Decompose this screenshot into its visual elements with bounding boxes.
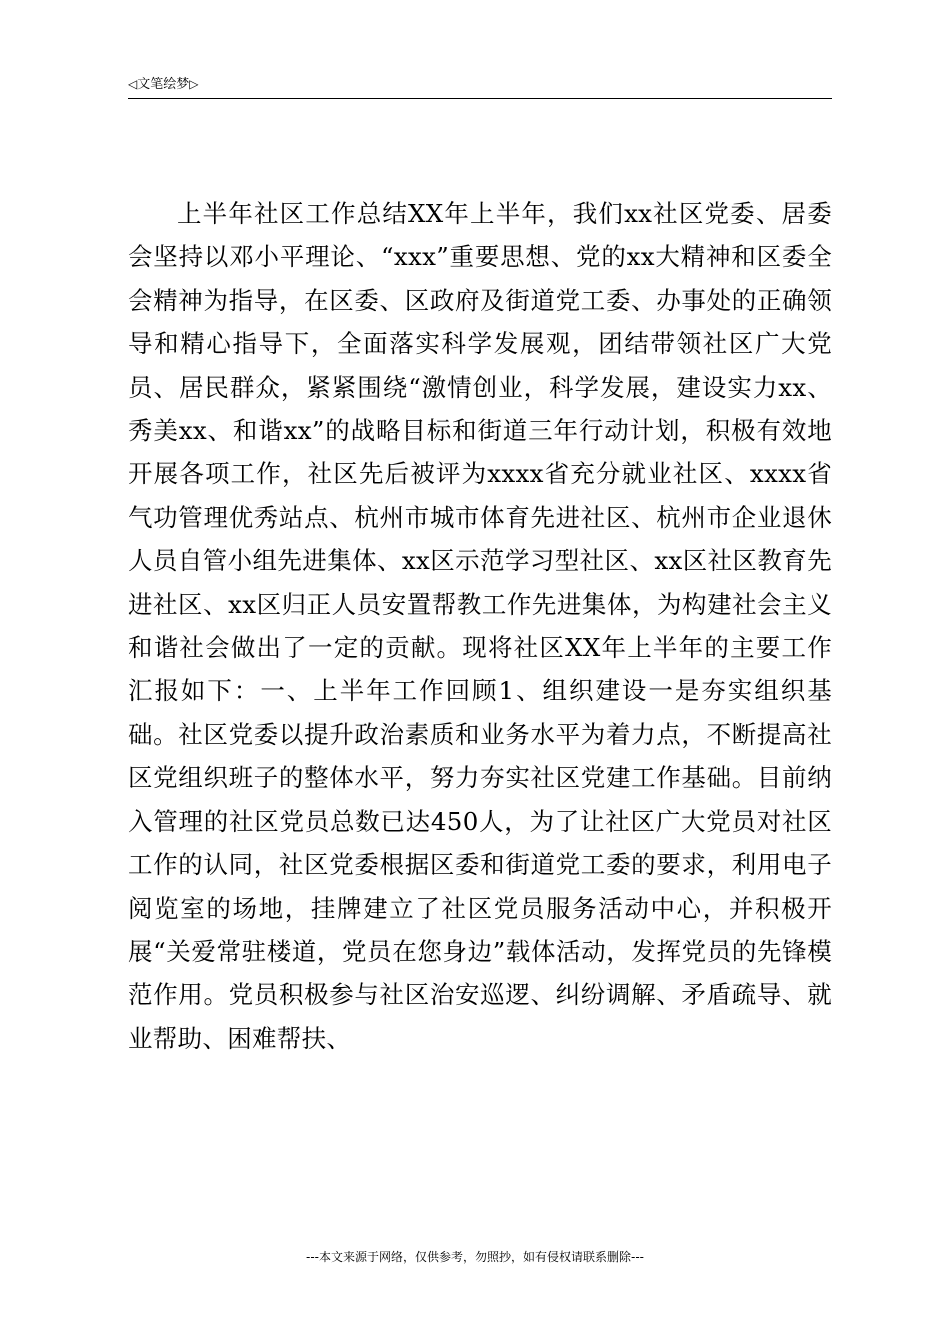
- header-title: 文笔绘梦: [137, 77, 190, 92]
- footer-notice: ---本文来源于网络，仅供参考，勿照抄，如有侵权请联系删除---: [306, 1250, 644, 1264]
- right-triangle-icon: ▷: [189, 77, 199, 91]
- body-paragraph: 上半年社区工作总结XX年上半年，我们xx社区党委、居委会坚持以邓小平理论、“xxx”重要思想、党的xx大精神和区委全会精神为指导，在区委、区政府及街道党工委、办事处的正确领导和精心指导下，全面落实科学发展观，团结带领社区广大党员、居民群众，紧紧围绕“激情创业，科学发展，建设实力xx、秀美xx、和谐xx”的战略目标和街道三年行动计划，积极有效地开展各项工作，社区先后被评为xxxx省充分就业社区、xxxx省气功管理优秀站点、杭州市城市体育先进社区、杭州市企业退休人员自管小组先进集体、xx区示范学习型社区、xx区社区教育先进社区、xx区归正人员安置帮教工作先进集体，为构建社会主义和谐社会做出了一定的贡献。现将社区XX年上半年的主要工作汇报如下：一、上半年工作回顾1、组织建设一是夯实组织基础。社区党委以提升政治素质和业务水平为着力点，不断提高社区党组织班子的整体水平，努力夯实社区党建工作基础。目前纳入管理的社区党员总数已达450人，为了让社区广大党员对社区工作的认同，社区党委根据区委和街道党工委的要求，利用电子阅览室的场地，挂牌建立了社区党员服务活动中心，并积极开展“关爱常驻楼道，党员在您身边”载体活动，发挥党员的先锋模范作用。党员积极参与社区治安巡逻、纠纷调解、矛盾疏导、就业帮助、困难帮扶、: [128, 199, 832, 1053]
- page-header: [128, 74, 832, 99]
- header-title-block: [128, 76, 198, 93]
- left-triangle-icon: ◁: [128, 77, 138, 91]
